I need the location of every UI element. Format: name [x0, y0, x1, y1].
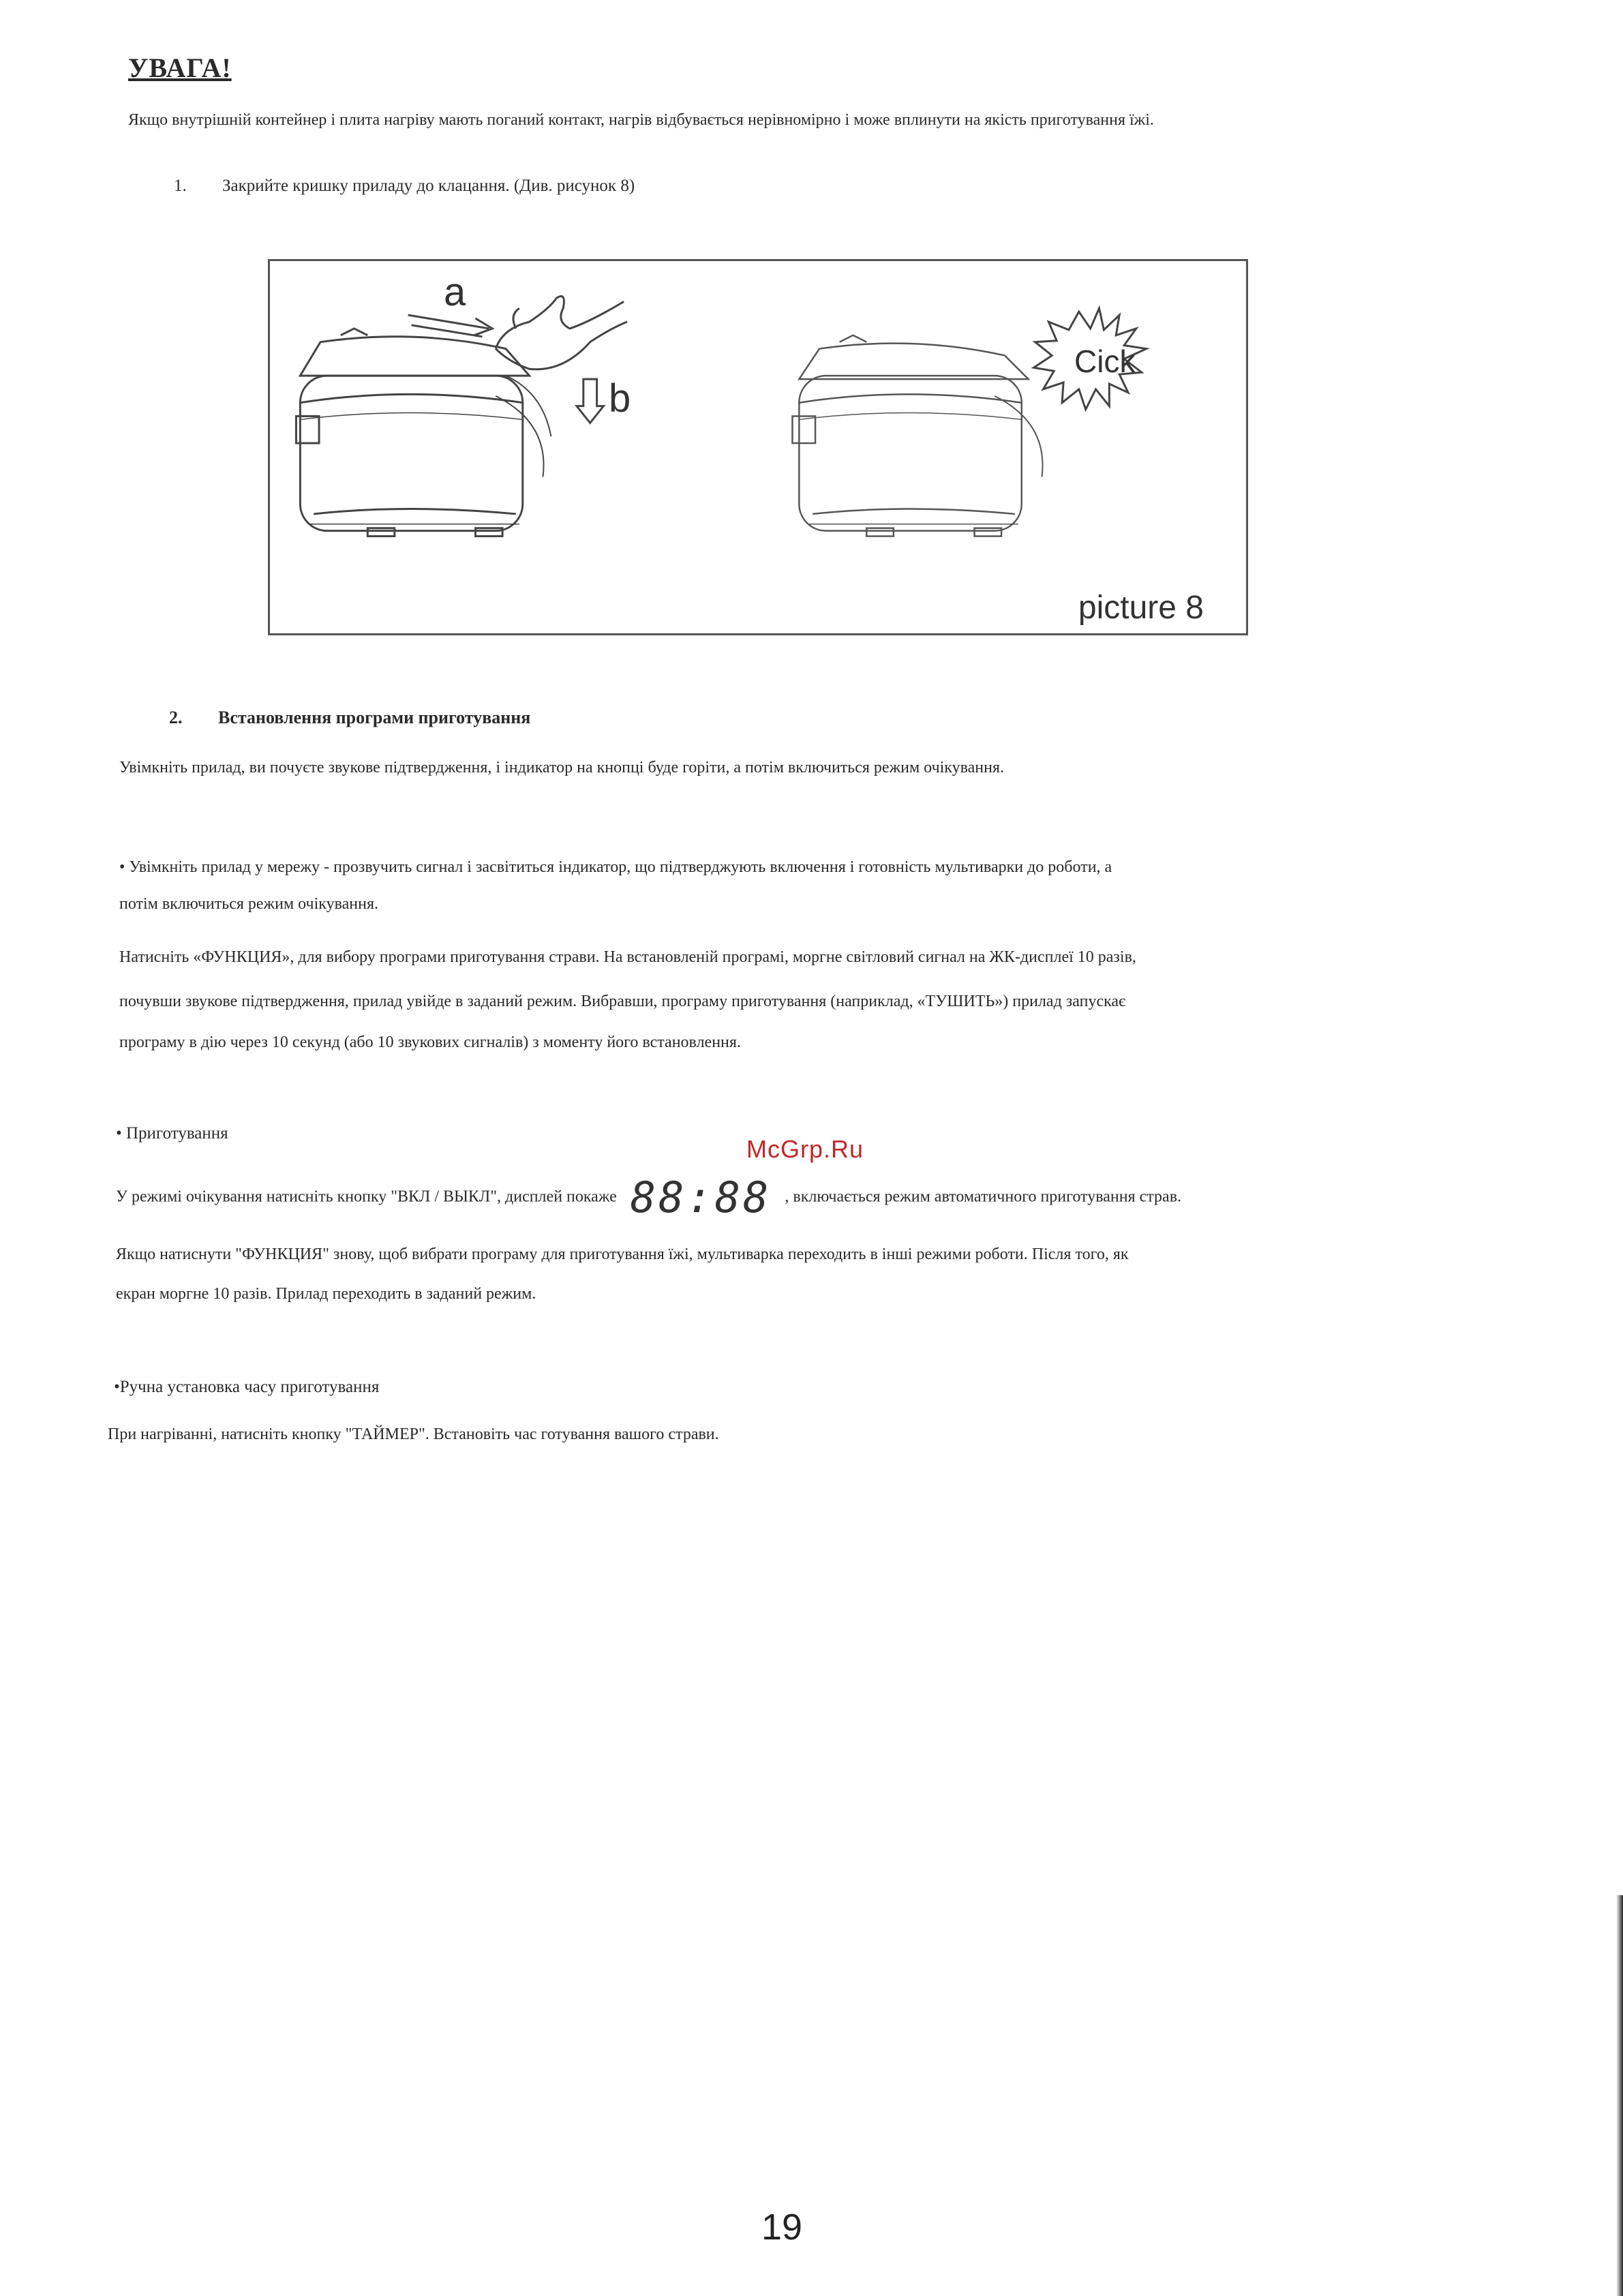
figure-label-a: a	[444, 270, 466, 314]
network-bullet-line-1: • Увімкніть прилад у мережу - прозвучить сигнал і засвітиться індикатор, що підтверджують включення і готовність мультиварки до роботи, а	[119, 858, 1112, 876]
manual-time-heading: •Ручна установка часу приготування	[114, 1378, 380, 1396]
step-1	[174, 176, 635, 196]
scan-edge-shadow	[1616, 1895, 1623, 2296]
cooking-heading: • Приготування	[116, 1124, 228, 1143]
multicooker-illustration	[270, 261, 1246, 633]
figure-picture-8	[268, 259, 1248, 635]
cooking-line-1	[116, 1173, 1182, 1222]
figure-label-b: b	[609, 376, 631, 421]
cooking-line-2: Якщо натиснути "ФУНКЦИЯ" знову, щоб вибрати програму для приготування їжі, мультиварка переходить в інші режими роботи. Після того, як	[116, 1245, 1129, 1263]
manual-time-text: При нагріванні, натисніть кнопку "ТАЙМЕР". Встановіть час готування вашого страви.	[108, 1425, 719, 1443]
step-2-heading	[169, 708, 530, 728]
arrow-b-icon	[577, 379, 604, 423]
network-bullet-line-2: потім включиться режим очікування.	[119, 895, 378, 913]
function-paragraph-line-2: почувши звукове підтвердження, прилад увійде в заданий режим. Вибравши, програму приготування (наприклад, «ТУШИТЬ») прилад запускає	[119, 993, 1126, 1010]
cooking-line-3: екран моргне 10 разів. Прилад переходить в заданий режим.	[116, 1285, 536, 1303]
page-number: 19	[761, 2207, 803, 2248]
warning-text: Якщо внутрішній контейнер і плита нагріву мають поганий контакт, нагрів відбувається нерівномірно і може вплинути на якість приготування їжі.	[128, 111, 1154, 129]
figure-caption: picture 8	[1078, 590, 1204, 626]
step-1-text: Закрийте кришку приладу до клацання. (Див. рисунок 8)	[222, 177, 635, 195]
warning-title: УВАГА!	[128, 52, 232, 83]
watermark: McGrp.Ru	[746, 1135, 864, 1163]
step-2-title: Встановлення програми приготування	[218, 708, 531, 727]
cooking-line-1-after: , включається режим автоматичного приготування страв.	[785, 1188, 1182, 1206]
arrow-a-icon	[408, 315, 493, 337]
lcd-display-value: 88:88	[630, 1173, 772, 1222]
multicooker-open-lid-drawing	[296, 329, 551, 537]
step-2-number: 2.	[169, 708, 183, 727]
cooking-line-1-before: У режимі очікування натисніть кнопку "ВКЛ / ВЫКЛ", дисплей покаже	[116, 1188, 617, 1206]
function-paragraph-line-3: програму в дію через 10 секунд (або 10 звукових сигналів) з моменту його встановлення.	[119, 1033, 741, 1051]
step-2-intro: Увімкніть прилад, ви почуєте звукове підтвердження, і індикатор на кнопці буде горіти, а потім включиться режим очікування.	[119, 759, 1005, 776]
function-paragraph-line-1: Натисніть «ФУНКЦИЯ», для вибору програми приготування страви. На встановленій програмі, моргне світловий сигнал на ЖК-дисплеї 10 разів,	[119, 948, 1136, 966]
step-1-number: 1.	[174, 177, 187, 195]
figure-click-text: Cick	[1074, 344, 1136, 379]
multicooker-closed-lid-drawing	[792, 335, 1042, 537]
